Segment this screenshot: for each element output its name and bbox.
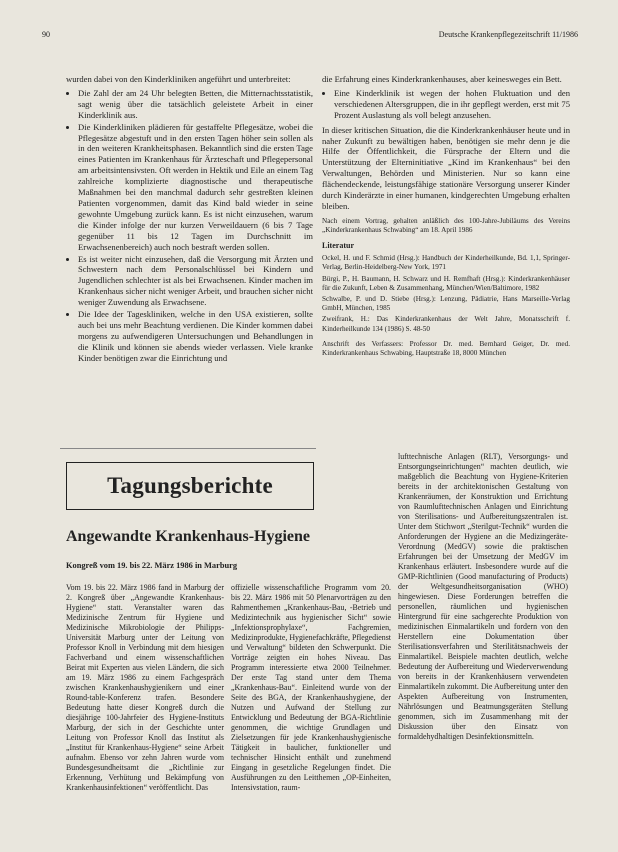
article-column-2: offizielle wissenschaftliche Programm vom 20. bis 22. März 1986 mit 50 Plenarvorträgen zu den Rahmenthemen „Krankenhaus-Bau, -Betrieb und Medizintechnik aus hygienischer Sicht“ sowie „Infektionsprophylaxe“, Fachgremien, Medizinprodukte, Hygienefachkräfte, Pflegedienst und Verwaltung“ bildeten den Schwerpunkt. Die Vorträge zeigten ein hohes Niveau. Das Programm interessierte etwa 2000 Teilnehmer. Der erste Tag stand unter dem Thema „Krankenhaus-Bau“. Einleitend wurde von der Seite des BGA, der Krankenhaushygiene, der Nutzen und Aufwand der Stellung zur Entwicklung und Bedeutung der BGA-Richtlinie genommen, die wichtige Grundlagen und Zielsetzungen für jede Krankenhaushygienische Tätigkeit in baulicher, funktioneller und technischer Hinsicht enthält und zunehmend Eingang in gesetzliche Regelungen findet. Die Ausführungen zu den Leitthemen „OP-Einheiten, Intensivstation, raum- xyxy=(231,583,391,792)
article-column-3: lufttechnische Anlagen (RLT), Versorgungs- und Entsorgungseinrichtungen“ machten deutlich, wie maßgeblich die Beachtung von Hygiene-Kriterien bereits in der architektonischen Gestaltung von Krankenräumen, der Konstruktion und Errichtung von Raumlufttechnischen Anlagen und Einrichtung von Sterilisations- und Aufbereitungszentralen ist. Unter dem Stichwort „Sterilgut-Technik“ wurden die Anforderungen der Hygiene an die Medizingeräte-Verordnung (MedGV) sowie die praktischen Erfahrungen bei der Umsetzung der MedGV im Krankenhaus erläutert. Insbesondere wurde auf die GMP-Richtlinien (Good manufacturing of Products) der Weltgesundheitsorganisation (WHO) hingewiesen. Diese Forderungen betreffen die personellen, räumlichen und hygienischen Hintergrund für eine sachgerechte Produktion von medizinischen Einmalartikeln und fordern von den Herstellern eine Dokumentation über Sterilisationsverfahren und Sterilitätsnachweis der Einmalartikel. Beispiele machten deutlich, welche Bedeutung der Aufbereitung und Wiederverwendung von bereits in der Krankenhäusern verwendeten Einmalartikeln zukommt. Die Aufbereitung unter den Aspekten Aufbereitung von Instrumenten, Nährlösungen und Beatmungsgeräten Stellung genommen, sich im Zusammenhang mit der Diskussion über den Einsatz von formaldehydhaltigen Desinfektionsmitteln. xyxy=(398,452,568,741)
list-item: • Eine Kinderklinik ist wegen der hohen Fluktuation und den verschiedenen Altersgruppen, die in ihr gepflegt werden, erst mit 75 Prozent Auslastung als voll belegt anzusehen. xyxy=(334,88,570,121)
page-number: 90 xyxy=(42,30,50,39)
list-item: • Es ist weiter nicht einzusehen, daß die Versorgung mit Ärzten und Schwestern nach dem Personalschlüssel bei Kindern und Jugendlichen schlechter ist als bei Erwachsenen. Kinder machen im Krankenhaus sicher nicht weniger Arbeit, und brauchen sicher nicht weniger Zuwendung als Erwachsene. xyxy=(78,254,313,309)
author-address: Anschrift des Verfassers: Professor Dr. med. Bernhard Geiger, Dr. med. Kinderkrankenhaus Schwabing, Hauptstraße 18, 8000 München xyxy=(322,339,570,358)
article-title: Angewandte Krankenhaus-Hygiene xyxy=(66,528,311,545)
intro-text: wurden dabei von den Kinderkliniken angeführt und unterbreitet: xyxy=(66,74,291,84)
lecture-note: Nach einem Vortrag, gehalten anläßlich des 100-Jahre-Jubiläums des Vereins „Kinderkrankenhaus Schwabing“ am 18. April 1986 xyxy=(322,216,570,235)
continued-text: die Erfahrung eines Kinderkrankenhauses, aber keinesweges ein Bett. xyxy=(322,74,562,84)
banner-title: Tagungsberichte xyxy=(107,473,273,498)
article-subtitle: Kongreß vom 19. bis 22. März 1986 in Marburg xyxy=(66,561,238,570)
bullet-list xyxy=(66,88,313,364)
literature-item: Bürgi, P., H. Baumann, H. Schwarz und H. Remfhaft (Hrsg.): Kinderkrankenhäuser für die Zukunft, Leben & Zusammenhang, München/Wien/Baltimore, 1982 xyxy=(322,274,570,292)
literature-item: Schwalbe, P. und D. Stiebe (Hrsg.): Lenzung, Pädiatrie, Hans Marseille-Verlag GmbH, München, 1985 xyxy=(322,295,570,313)
list-item: • Die Zahl der am 24 Uhr belegten Betten, die Mitternachtsstatistik, sagt wenig über die tatsächlich geleistete Arbeit in einer Kinderklinik aus. xyxy=(78,88,313,121)
list-item: • Die Idee der Tageskliniken, welche in den USA existieren, sollte auch bei uns mehr Beachtung verdienen. Die Kinder kommen dabei morgens zu aufwendigeren Untersuchungen und Behandlungen in die Klinik und können sie abends wieder verlassen. Viele kranke Kinder benötigen zwar die Einrichtung und xyxy=(78,309,313,364)
top-right-column xyxy=(322,74,570,358)
journal-header: Deutsche Krankenpflegezeitschrift 11/1986 xyxy=(438,30,578,39)
top-left-column xyxy=(66,74,313,365)
literature-item: Zweifrank, H.: Das Kinderkrankenhaus der Welt Jahre, Monatsschrift f. Kinderheilkunde 134 (1986) S. 48-50 xyxy=(322,315,570,333)
literature-item: Ockel, H. und F. Schmid (Hrsg.): Handbuch der Kinderheilkunde, Bd. 1,1, Springer-Verlag, Berlin-Heidelberg-New York, 1971 xyxy=(322,254,570,272)
section-divider xyxy=(60,448,316,449)
closing-paragraph: In dieser kritischen Situation, die die Kinderkrankenhäuser heute und in naher Zukunft zu bewältigen haben, benötigen sie mehr denn je die Hilfe der Öffentlichkeit, die Fürsprache der Eltern und die Unterstützung der Elterninitiative „Kind im Krankenhaus“ bei den Verwaltungen, Behörden und Ministerien. Nur so kann eine flächendeckende, leistungsfähige stationäre Versorgung unserer Kinder durch Kinderärzte in einer humanen, kindgerechten Umgebung erhalten bleiben. xyxy=(322,124,570,211)
article-column-1: Vom 19. bis 22. März 1986 fand in Marburg der 2. Kongreß über „Angewandte Krankenhaus-Hygiene“ statt. Veranstalter waren das Medizinische Zentrum für Hygiene und Medizinische Mikrobiologie der Philipps-Universität Marburg unter der Leitung von Professor Knoll in Verbindung mit dem hiesigen Fachverband und einem wissenschaftlichen Beirat mit Experten aus vielen Ländern, die sich am 19. März 1986 zu einem Fachgespräch zwischen Krankenhaushygienikern und einer Round-table-Konferenz trafen. Besondere Bedeutung hatte dieser Kongreß durch die diesjährige 100-Jahrfeier des Hygiene-Instituts Marburg, der sich in der Geschichte unter Leitung von Professor Knoll das Institut als „Institut für Krankenhaus-Hygiene“ seine Arbeit aufnahm. Ebenso vor zehn Jahren wurde vom Bundesgesundheitsamt die „Richtlinie zur Erkennung, Verhütung und Bekämpfung von Krankenhausinfektionen“ veröffentlicht. Das xyxy=(66,583,224,792)
section-banner xyxy=(66,462,314,510)
bullet-list xyxy=(322,88,570,121)
literature-list xyxy=(322,254,570,334)
literature-heading: Literatur xyxy=(322,241,354,251)
list-item: • Die Kinderkliniken plädieren für gestaffelte Pflegesätze, wobei die Pflegesätze abgestuft und in den ersten Tagen höher sein sollen als in den weiteren Krankheitsphasen. Bekanntlich sind die ersten Tage eines Patienten im Krankenhaus für Ärzteschaft und Pflegepersonal am arbeitsintensivsten. Oft werden in Hektik und Eile an einem Tag zahlreiche komplizierte diagnostische und therapeutische Maßnahmen bei den manchmal dadurch sehr gestreßten kleinen Patienten vorgenommen, damit das Kind bald wieder in seine gewohnte Umgebung zurück kann. Es ist nicht einzusehen, warum die Kinder infolge der nur kurzen Verweildauern (6 bis 7 Tage gegenüber 11 bis 12 Tagen im Durchschnitt im Erwachsenenbereich) auch noch bestraft werden sollen. xyxy=(78,122,313,253)
